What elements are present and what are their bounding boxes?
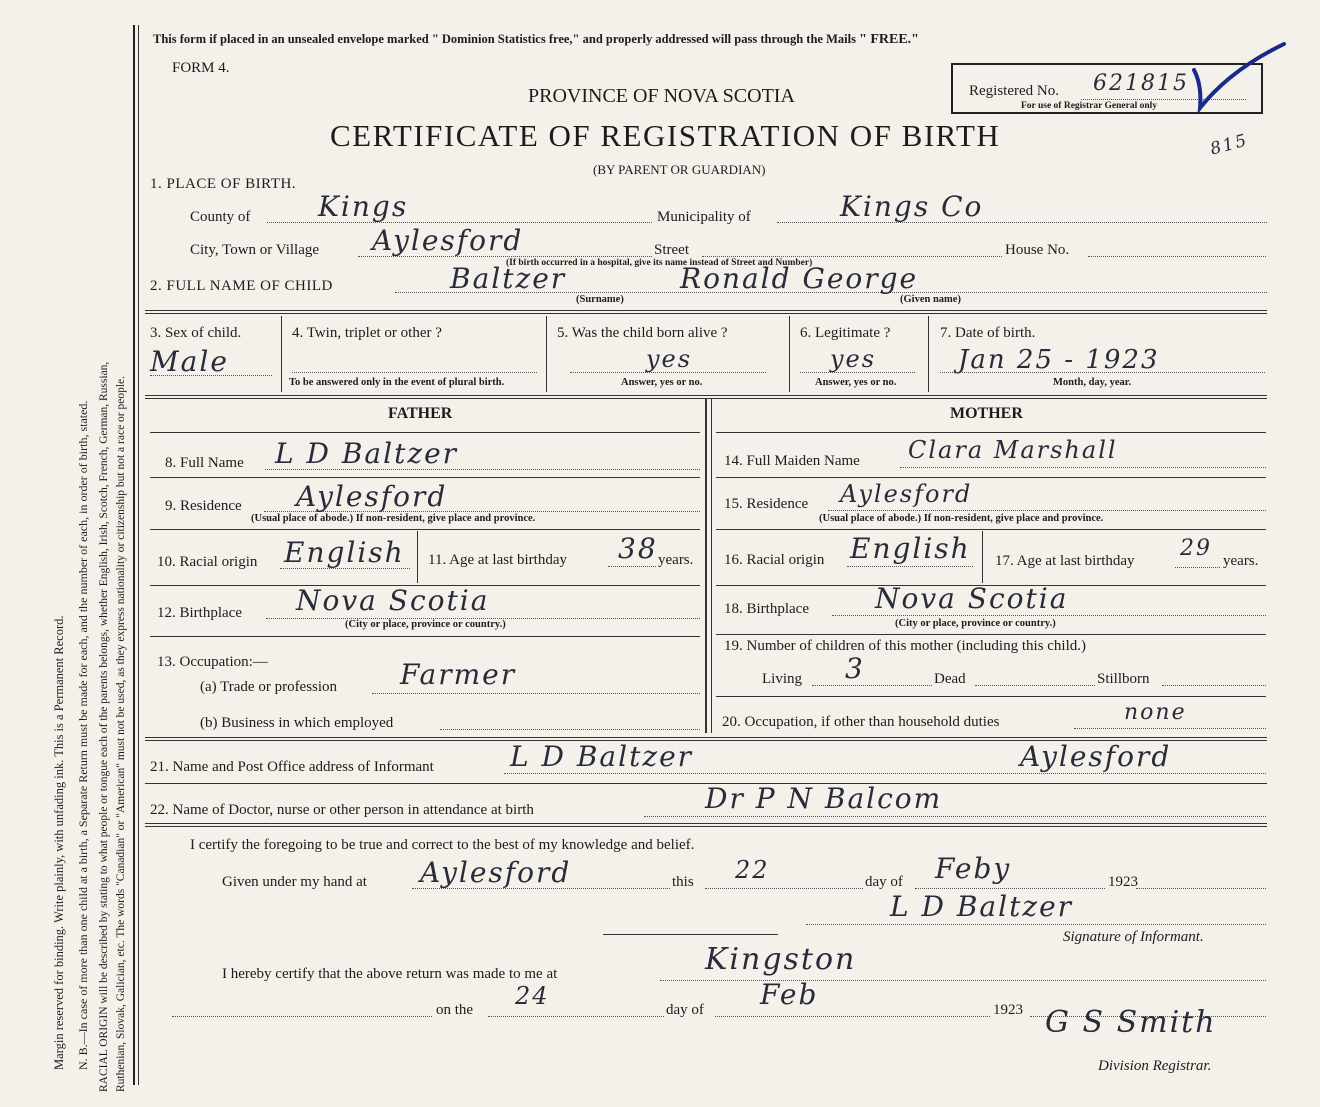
father-residence-label: 9. Residence xyxy=(165,498,242,514)
this-label: this xyxy=(672,874,694,890)
given-day-of-label: day of xyxy=(865,874,903,890)
surname-caption: (Surname) xyxy=(576,294,624,305)
municipality-value: Kings Co xyxy=(840,190,984,223)
margin-rule xyxy=(133,25,135,1085)
child-given-name-value: Ronald George xyxy=(680,262,919,295)
mother-birthplace-value: Nova Scotia xyxy=(875,582,1069,615)
father-birthplace-note: (City or place, province or country.) xyxy=(345,619,506,630)
informant-label: 21. Name and Post Office address of Informant xyxy=(150,759,434,775)
mail-note: This form if placed in an unsealed envelope marked " Dominion Statistics free," and properly addressed will pass through the Mails " FREE." xyxy=(153,32,919,47)
margin-note-multiple-births: N. B.—In case of more than one child at a birth, a Separate Return must be made for each, and the number of each, in order of birth, stated. xyxy=(76,400,90,1070)
check-mark-icon xyxy=(1190,40,1290,115)
county-label: County of xyxy=(190,209,251,225)
father-residence-note: (Usual place of abode.) If non-resident, give place and province. xyxy=(251,513,536,524)
father-residence-value: Aylesford xyxy=(296,480,448,513)
doctor-label: 22. Name of Doctor, nurse or other person in attendance at birth xyxy=(150,802,534,818)
house-no-label: House No. xyxy=(1005,242,1070,258)
city-label: City, Town or Village xyxy=(190,242,320,258)
living-value: 3 xyxy=(845,652,865,685)
registrar-only-note: For use of Registrar General only xyxy=(1021,101,1158,111)
informant-signature-value: L D Baltzer xyxy=(890,890,1074,923)
return-day-of-label: day of xyxy=(666,1002,704,1018)
registrar-signature-value: G S Smith xyxy=(1045,1005,1217,1040)
child-surname-value: Baltzer xyxy=(450,262,567,295)
signature-of-informant-label: Signature of Informant. xyxy=(1063,929,1204,945)
stillborn-label: Stillborn xyxy=(1097,671,1150,687)
dob-note: Month, day, year. xyxy=(1053,377,1132,388)
alive-value: yes xyxy=(646,345,693,373)
street-label: Street xyxy=(654,242,689,258)
mother-residence-value: Aylesford xyxy=(840,480,973,508)
mother-occupation-value: none xyxy=(1124,700,1187,725)
legitimate-note: Answer, yes or no. xyxy=(815,377,897,388)
county-value: Kings xyxy=(318,190,409,223)
mother-heading: MOTHER xyxy=(950,405,1023,422)
informant-address-value: Aylesford xyxy=(1020,740,1172,773)
city-value: Aylesford xyxy=(372,224,524,257)
dob-label: 7. Date of birth. xyxy=(940,325,1036,341)
certificate-subtitle: (BY PARENT OR GUARDIAN) xyxy=(593,162,766,177)
father-racial-label: 10. Racial origin xyxy=(157,554,258,570)
twin-note: To be answered only in the event of plural birth. xyxy=(289,377,505,388)
sex-label: 3. Sex of child. xyxy=(150,325,242,341)
father-heading: FATHER xyxy=(388,405,453,422)
mother-birthplace-label: 18. Birthplace xyxy=(724,601,809,617)
section-divider xyxy=(145,310,1267,314)
given-place-value: Aylesford xyxy=(420,856,572,889)
return-day-value: 24 xyxy=(515,982,550,1010)
mother-occupation-label: 20. Occupation, if other than household duties xyxy=(722,714,1000,730)
informant-name-value: L D Baltzer xyxy=(510,740,694,773)
given-month-value: Feby xyxy=(935,852,1012,885)
province-title: PROVINCE OF NOVA SCOTIA xyxy=(528,85,795,107)
mother-age-value: 29 xyxy=(1180,536,1212,561)
return-place-value: Kingston xyxy=(705,942,857,977)
dead-label: Dead xyxy=(934,671,966,687)
given-day-value: 22 xyxy=(735,856,770,884)
father-trade-label: (a) Trade or profession xyxy=(200,679,338,695)
legitimate-value: yes xyxy=(830,345,877,373)
living-label: Living xyxy=(762,671,802,687)
given-name-caption: (Given name) xyxy=(900,294,961,305)
mother-age-unit: years. xyxy=(1223,553,1259,569)
mother-birthplace-note: (City or place, province or country.) xyxy=(895,618,1056,629)
mother-age-label: 17. Age at last birthday xyxy=(995,553,1135,569)
father-business-label: (b) Business in which employed xyxy=(200,715,394,731)
dob-value: Jan 25 - 1923 xyxy=(958,345,1160,375)
mother-name-label: 14. Full Maiden Name xyxy=(724,453,860,469)
on-the-label: on the xyxy=(436,1002,474,1018)
legitimate-label: 6. Legitimate ? xyxy=(800,325,891,341)
mother-residence-note: (Usual place of abode.) If non-resident, give place and province. xyxy=(819,513,1104,524)
division-registrar-label: Division Registrar. xyxy=(1098,1058,1212,1074)
mother-residence-label: 15. Residence xyxy=(724,496,809,512)
mother-racial-value: English xyxy=(850,532,971,565)
father-name-value: L D Baltzer xyxy=(275,437,459,470)
sex-value: Male xyxy=(150,345,229,378)
mother-name-value: Clara Marshall xyxy=(908,436,1118,464)
alive-label: 5. Was the child born alive ? xyxy=(557,325,728,341)
registered-no-label: Registered No. xyxy=(969,83,1059,99)
margin-note-permanent: Margin reserved for binding. Write plainly, with unfading ink. This is a Permanent Record. xyxy=(52,615,66,1070)
father-age-value: 38 xyxy=(618,532,658,565)
given-year: 1923 xyxy=(1108,874,1138,890)
return-label: I hereby certify that the above return was made to me at xyxy=(222,966,558,982)
margin-note-racial-origin-2: Ruthenian, Slovak, Galician, etc. The words "Canadian" or "American" must not be used, as they express nationality or citizenship but not a race or people. xyxy=(115,375,127,1092)
hospital-note: (If birth occurred in a hospital, give its name instead of Street and Number) xyxy=(506,258,813,268)
father-name-label: 8. Full Name xyxy=(165,455,244,471)
father-birthplace-value: Nova Scotia xyxy=(296,584,490,617)
margin-note-racial-origin-1: RACIAL ORIGIN will be described by stating to what people or tongue each of the parents belongs, whether English, Irish, Scotch, French, German, Russian, xyxy=(98,361,110,1092)
father-trade-value: Farmer xyxy=(400,658,517,691)
mother-racial-label: 16. Racial origin xyxy=(724,552,825,568)
father-age-unit: years. xyxy=(658,552,694,568)
corner-mark: 815 xyxy=(1208,130,1251,160)
municipality-label: Municipality of xyxy=(657,209,751,225)
registered-no-value: 621815 xyxy=(1093,71,1189,96)
return-year: 1923 xyxy=(993,1002,1023,1018)
father-racial-value: English xyxy=(284,536,405,569)
father-birthplace-label: 12. Birthplace xyxy=(157,605,242,621)
form-number: FORM 4. xyxy=(172,60,230,76)
mother-children-label: 19. Number of children of this mother (including this child.) xyxy=(724,638,1087,654)
certificate-title: CERTIFICATE OF REGISTRATION OF BIRTH xyxy=(330,118,1001,153)
given-under-hand-label: Given under my hand at xyxy=(222,874,367,890)
father-occupation-label: 13. Occupation:— xyxy=(157,654,268,670)
child-name-label: 2. FULL NAME OF CHILD xyxy=(150,278,333,294)
place-of-birth-heading: 1. PLACE OF BIRTH. xyxy=(150,176,297,192)
doctor-value: Dr P N Balcom xyxy=(705,782,943,815)
father-age-label: 11. Age at last birthday xyxy=(428,552,567,568)
section-divider xyxy=(145,823,1267,827)
margin-rule-inner xyxy=(138,25,139,1085)
binding-margin xyxy=(0,0,140,1107)
twin-label: 4. Twin, triplet or other ? xyxy=(292,325,442,341)
return-month-value: Feb xyxy=(760,978,819,1011)
alive-note: Answer, yes or no. xyxy=(621,377,703,388)
certify-statement: I certify the foregoing to be true and correct to the best of my knowledge and belief. xyxy=(190,837,695,853)
